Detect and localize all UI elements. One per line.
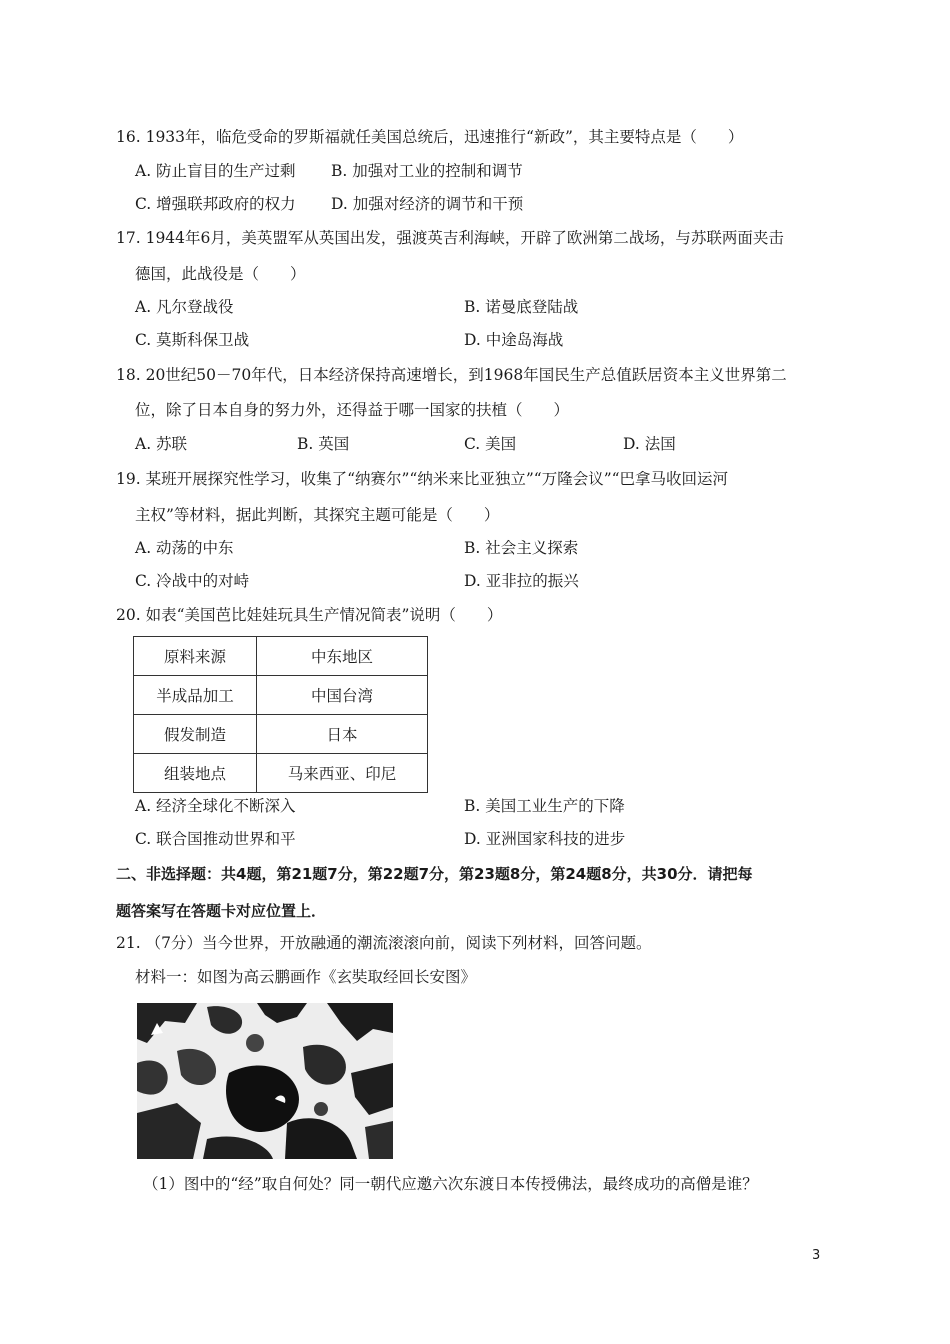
q20-option-a: A. 经济全球化不断深入 [135,797,296,815]
q20-stem: 20. 如表“美国芭比娃娃玩具生产情况简表”说明（ ） [116,606,503,624]
q19-stem-line1: 19. 某班开展探究性学习，收集了“纳赛尔”“纳米来比亚独立”“万隆会议”“巴拿马收回运河 [116,470,729,488]
table-cell: 假发制造 [134,715,257,754]
table-cell: 中东地区 [257,637,428,676]
q17-stem-line1: 17. 1944年6月，美英盟军从英国出发，强渡英吉利海峡，开辟了欧洲第二战场，与苏联两面夹击 [116,229,784,247]
table-cell: 中国台湾 [257,676,428,715]
q17-option-a: A. 凡尔登战役 [135,298,234,316]
q20-option-c: C. 联合国推动世界和平 [135,830,296,848]
q20-option-b: B. 美国工业生产的下降 [464,797,625,815]
barbie-production-table [133,636,428,793]
q18-stem-line1: 18. 20世纪50－70年代，日本经济保持高速增长，到1968年国民生产总值跃居资本主义世界第二 [116,366,787,384]
q19-option-d: D. 亚非拉的振兴 [464,572,579,590]
q16-option-d: D. 加强对经济的调节和干预 [331,195,524,213]
table-cell: 原料来源 [134,637,257,676]
q18-option-d: D. 法国 [623,435,676,453]
q16-option-a: A. 防止盲目的生产过剩 [135,162,296,180]
q21-subquestion-1: （1）图中的“经”取自何处？同一朝代应邀六次东渡日本传授佛法，最终成功的高僧是谁？ [143,1175,758,1193]
section2-heading-line2: 题答案写在答题卡对应位置上． [116,902,327,920]
q17-option-d: D. 中途岛海战 [464,331,564,349]
q18-option-a: A. 苏联 [135,435,188,453]
q17-option-c: C. 莫斯科保卫战 [135,331,250,349]
q16-option-c: C. 增强联邦政府的权力 [135,195,296,213]
table-row [134,637,428,676]
q18-option-b: B. 英国 [297,435,350,453]
xuanzang-painting-image [137,1003,393,1159]
table-row [134,754,428,793]
q18-stem-line2: 位，除了日本自身的努力外，还得益于哪一国家的扶植（ ） [135,401,570,419]
table-row [134,715,428,754]
q20-option-d: D. 亚洲国家科技的进步 [464,830,626,848]
table-cell: 组装地点 [134,754,257,793]
q19-option-a: A. 动荡的中东 [135,539,234,557]
q17-stem-line2: 德国，此战役是（ ） [135,265,306,283]
table-cell: 日本 [257,715,428,754]
q21-material1: 材料一：如图为高云鹏画作《玄奘取经回长安图》 [135,968,477,986]
section2-heading-line1: 二、非选择题：共4题，第21题7分，第22题7分，第23题8分，第24题8分，共30分．请把每 [116,865,753,883]
q19-option-b: B. 社会主义探索 [464,539,579,557]
table-cell: 半成品加工 [134,676,257,715]
q21-stem: 21. （7分）当今世界，开放融通的潮流滚滚向前，阅读下列材料，回答问题。 [116,934,652,952]
table-row [134,676,428,715]
q16-option-b: B. 加强对工业的控制和调节 [331,162,523,180]
q18-option-c: C. 美国 [464,435,517,453]
table-cell: 马来西亚、印尼 [257,754,428,793]
q16-stem: 16. 1933年，临危受命的罗斯福就任美国总统后，迅速推行“新政”，其主要特点是（ ） [116,128,744,146]
page-number: 3 [812,1248,821,1263]
q19-stem-line2: 主权”等材料，据此判断，其探究主题可能是（ ） [135,506,500,524]
q17-option-b: B. 诺曼底登陆战 [464,298,579,316]
q19-option-c: C. 冷战中的对峙 [135,572,250,590]
